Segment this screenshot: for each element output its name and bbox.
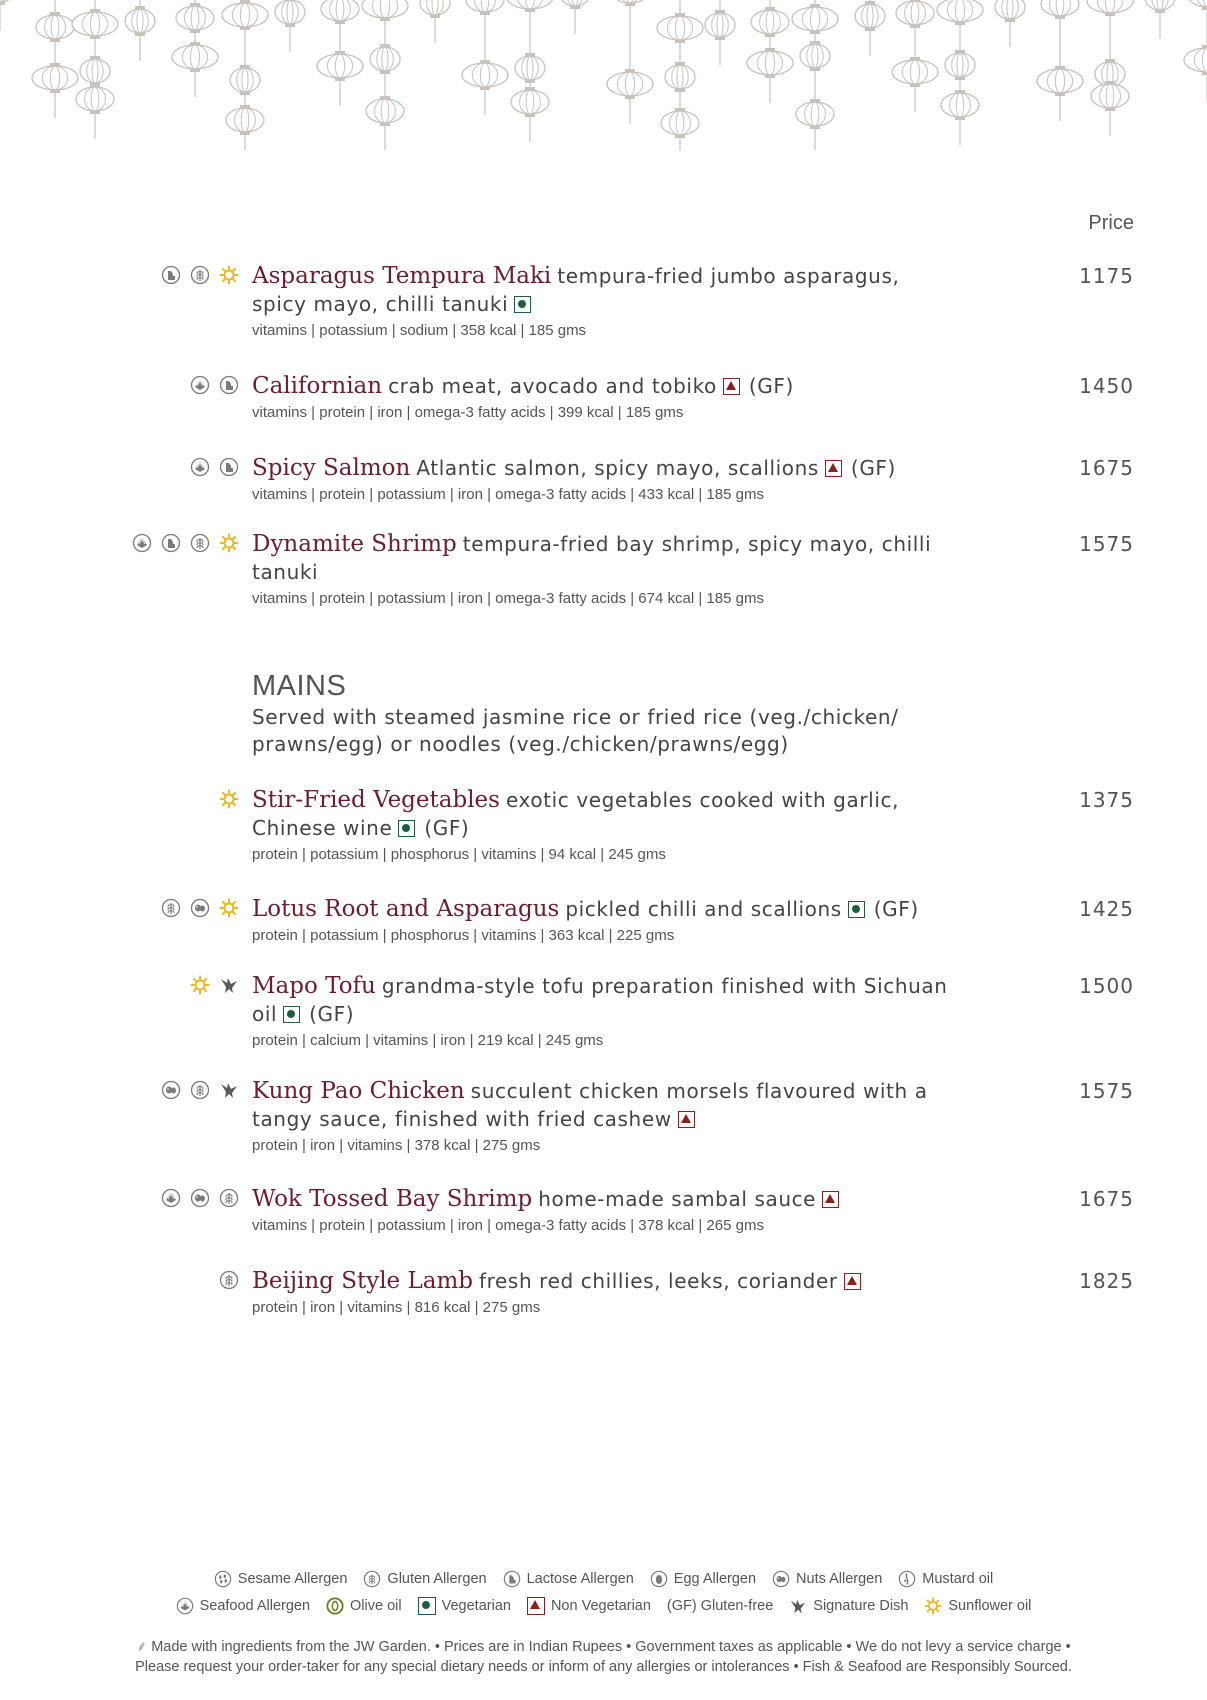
dish-line <box>252 1267 952 1295</box>
gluten-icon <box>161 898 181 918</box>
nutrition-info: protein | iron | vitamins | 816 kcal | 275 gms <box>252 1299 541 1316</box>
nuts-icon <box>772 1570 790 1588</box>
dish-price: 1575 <box>1079 1079 1134 1103</box>
sunflower-icon <box>924 1597 942 1615</box>
nutrition-info: protein | potassium | phosphorus | vitamins | 94 kcal | 245 gms <box>252 846 666 863</box>
allergen-icons <box>161 265 239 285</box>
lactose-icon <box>503 1570 521 1588</box>
dish-description: fresh red chillies, leeks, coriander <box>479 1269 838 1293</box>
dish-description: crab meat, avocado and tobiko <box>388 374 717 398</box>
legend-label: (GF) Gluten-free <box>666 1598 774 1614</box>
legend-row-2 <box>0 1597 1207 1615</box>
allergen-icons <box>161 898 239 918</box>
legend-item <box>772 1570 882 1588</box>
nuts-icon <box>190 898 210 918</box>
dish-price: 1825 <box>1079 1269 1134 1293</box>
non-vegetarian-mark-icon <box>527 1597 545 1615</box>
legend-label: Vegetarian <box>441 1598 511 1614</box>
sunflower-icon <box>219 265 239 285</box>
nutrition-info: vitamins | protein | iron | omega-3 fatty acids | 399 kcal | 185 gms <box>252 404 684 421</box>
allergen-icons <box>190 457 239 477</box>
footer-line-1: ⸙ Made with ingredients from the JW Garden. • Prices are in Indian Rupees • Government taxes as applicable • We do not levy a service charge • <box>136 1639 1071 1655</box>
legend-label: Seafood Allergen <box>199 1598 311 1614</box>
nutrition-info: protein | potassium | phosphorus | vitamins | 363 kcal | 225 gms <box>252 927 675 944</box>
lactose-icon <box>219 375 239 395</box>
nutrition-info: vitamins | protein | potassium | iron | omega-3 fatty acids | 433 kcal | 185 gms <box>252 486 764 503</box>
dish-price: 1425 <box>1079 897 1134 921</box>
gluten-icon <box>190 1080 210 1100</box>
legend-row-1 <box>0 1570 1207 1588</box>
gluten-free-tag: (GF) <box>417 816 470 840</box>
dish-line <box>252 372 952 400</box>
allergen-icons <box>132 533 239 553</box>
price-column-header: Price <box>1088 212 1134 234</box>
non-vegetarian-mark-icon <box>844 1273 861 1290</box>
vegetarian-mark-icon <box>514 296 531 313</box>
gluten-icon <box>219 1188 239 1208</box>
dish-line <box>252 530 952 586</box>
dish-name: Kung Pao Chicken <box>252 1078 465 1104</box>
allergen-icons <box>219 1270 239 1290</box>
dish-price: 1575 <box>1079 532 1134 556</box>
legend-item <box>326 1597 402 1615</box>
seafood-icon <box>132 533 152 553</box>
non-vegetarian-mark-icon <box>678 1111 695 1128</box>
dish-description: grandma-style tofu preparation finished with Sichuan oil <box>252 974 948 1026</box>
gluten-free-tag: (GF) <box>302 1002 355 1026</box>
dish-line <box>252 454 952 482</box>
dish-description: Atlantic salmon, spicy mayo, scallions <box>416 456 819 480</box>
nutrition-info: vitamins | protein | potassium | iron | omega-3 fatty acids | 674 kcal | 185 gms <box>252 590 764 607</box>
vegetarian-mark-icon <box>398 820 415 837</box>
dish-price: 1375 <box>1079 788 1134 812</box>
dish-line <box>252 972 952 1028</box>
gluten-free-tag: (GF) <box>843 456 896 480</box>
lactose-icon <box>161 533 181 553</box>
footer-line-2: Please request your order-taker for any special dietary needs or inform of any allergies or intolerances • Fish & Seafood are Responsibly Sourced. <box>135 1659 1072 1675</box>
nutrition-info: vitamins | protein | potassium | iron | omega-3 fatty acids | 378 kcal | 265 gms <box>252 1217 764 1234</box>
dish-name: Californian <box>252 373 383 399</box>
dish-description: tempura-fried bay shrimp, spicy mayo, chilli tanuki <box>252 532 932 584</box>
dish-name: Beijing Style Lamb <box>252 1268 473 1294</box>
seafood-icon <box>190 457 210 477</box>
dish-name: Stir-Fried Vegetables <box>252 787 500 813</box>
seafood-icon <box>161 1188 181 1208</box>
footer-notes <box>0 1637 1207 1677</box>
legend-label: Sunflower oil <box>948 1598 1032 1614</box>
legend-label: Non Vegetarian <box>550 1598 651 1614</box>
dish-price: 1500 <box>1079 974 1134 998</box>
leaf-icon: ⸙ <box>136 1639 148 1655</box>
dish-name: Asparagus Tempura Maki <box>252 263 552 289</box>
nutrition-info: protein | calcium | vitamins | iron | 219 kcal | 245 gms <box>252 1032 604 1049</box>
legend-item <box>503 1570 634 1588</box>
allergen-icons <box>219 789 239 809</box>
signature-icon <box>219 1080 239 1100</box>
section-title-mains: MAINS <box>252 670 347 702</box>
dish-description: succulent chicken morsels flavoured with a tangy sauce, finished with fried cashew <box>252 1079 928 1131</box>
sunflower-icon <box>190 975 210 995</box>
legend-item <box>527 1597 651 1615</box>
dish-description: pickled chilli and scallions <box>565 897 842 921</box>
nuts-icon <box>190 1188 210 1208</box>
sunflower-icon <box>219 898 239 918</box>
dish-name: Lotus Root and Asparagus <box>252 896 560 922</box>
mustard-icon <box>898 1570 916 1588</box>
legend-item <box>176 1597 310 1615</box>
non-vegetarian-mark-icon <box>825 460 842 477</box>
legend-item <box>363 1570 486 1588</box>
gluten-free-tag: (GF) <box>866 897 919 921</box>
section-subtitle-mains: Served with steamed jasmine rice or fried rice (veg./chicken/ prawns/egg) or noodles (veg./chicken/prawns/egg) <box>252 705 899 756</box>
non-vegetarian-mark-icon <box>822 1191 839 1208</box>
seafood-icon <box>190 375 210 395</box>
legend-label: Nuts Allergen <box>796 1571 883 1587</box>
legend-item <box>667 1598 773 1614</box>
nutrition-info: vitamins | potassium | sodium | 358 kcal | 185 gms <box>252 322 587 339</box>
dish-price: 1675 <box>1079 456 1134 480</box>
vegetarian-mark-icon <box>848 901 865 918</box>
seafood-icon <box>176 1597 194 1615</box>
dish-price: 1175 <box>1079 264 1134 288</box>
legend-item <box>898 1570 993 1588</box>
dish-price: 1675 <box>1079 1187 1134 1211</box>
dish-line <box>252 1185 952 1213</box>
olive-icon <box>326 1597 344 1615</box>
dish-line <box>252 262 952 318</box>
allergen-icons <box>190 375 239 395</box>
legend-item <box>650 1570 756 1588</box>
egg-icon <box>650 1570 668 1588</box>
legend-label: Lactose Allergen <box>526 1571 634 1587</box>
dish-description: exotic vegetables cooked with garlic, Chinese wine <box>252 788 900 840</box>
sunflower-icon <box>219 789 239 809</box>
gluten-icon <box>190 533 210 553</box>
gluten-icon <box>363 1570 381 1588</box>
sunflower-icon <box>219 533 239 553</box>
dish-line <box>252 1077 952 1133</box>
legend-item <box>924 1597 1031 1615</box>
allergen-icons <box>190 975 239 995</box>
lantern-header-decoration <box>0 0 1207 160</box>
nutrition-info: protein | iron | vitamins | 378 kcal | 275 gms <box>252 1137 541 1154</box>
nuts-icon <box>161 1080 181 1100</box>
signature-icon <box>789 1597 807 1615</box>
gluten-icon <box>219 1270 239 1290</box>
lactose-icon <box>219 457 239 477</box>
dish-line <box>252 786 952 842</box>
allergen-icons <box>161 1080 239 1100</box>
legend-label: Olive oil <box>350 1598 402 1614</box>
dish-line <box>252 895 952 923</box>
gluten-icon <box>190 265 210 285</box>
legend-item <box>418 1597 511 1615</box>
legend-label: Sesame Allergen <box>237 1571 348 1587</box>
vegetarian-mark-icon <box>418 1597 436 1615</box>
gluten-free-tag: (GF) <box>741 374 794 398</box>
dish-price: 1450 <box>1079 374 1134 398</box>
non-vegetarian-mark-icon <box>723 378 740 395</box>
dish-name: Wok Tossed Bay Shrimp <box>252 1186 533 1212</box>
vegetarian-mark-icon <box>283 1006 300 1023</box>
legend-label: Egg Allergen <box>673 1571 757 1587</box>
legend-label: Mustard oil <box>922 1571 994 1587</box>
dish-description: tempura-fried jumbo asparagus, spicy mayo, chilli tanuki <box>252 264 900 316</box>
dish-name: Spicy Salmon <box>252 455 411 481</box>
legend-item <box>789 1597 908 1615</box>
legend-label: Signature Dish <box>813 1598 909 1614</box>
lactose-icon <box>161 265 181 285</box>
dish-description: home-made sambal sauce <box>538 1187 817 1211</box>
legend-label: Gluten Allergen <box>387 1571 487 1587</box>
sesame-icon <box>214 1570 232 1588</box>
signature-icon <box>219 975 239 995</box>
dish-name: Dynamite Shrimp <box>252 531 457 557</box>
allergen-icons <box>161 1188 239 1208</box>
dish-name: Mapo Tofu <box>252 973 376 999</box>
legend-item <box>214 1570 348 1588</box>
